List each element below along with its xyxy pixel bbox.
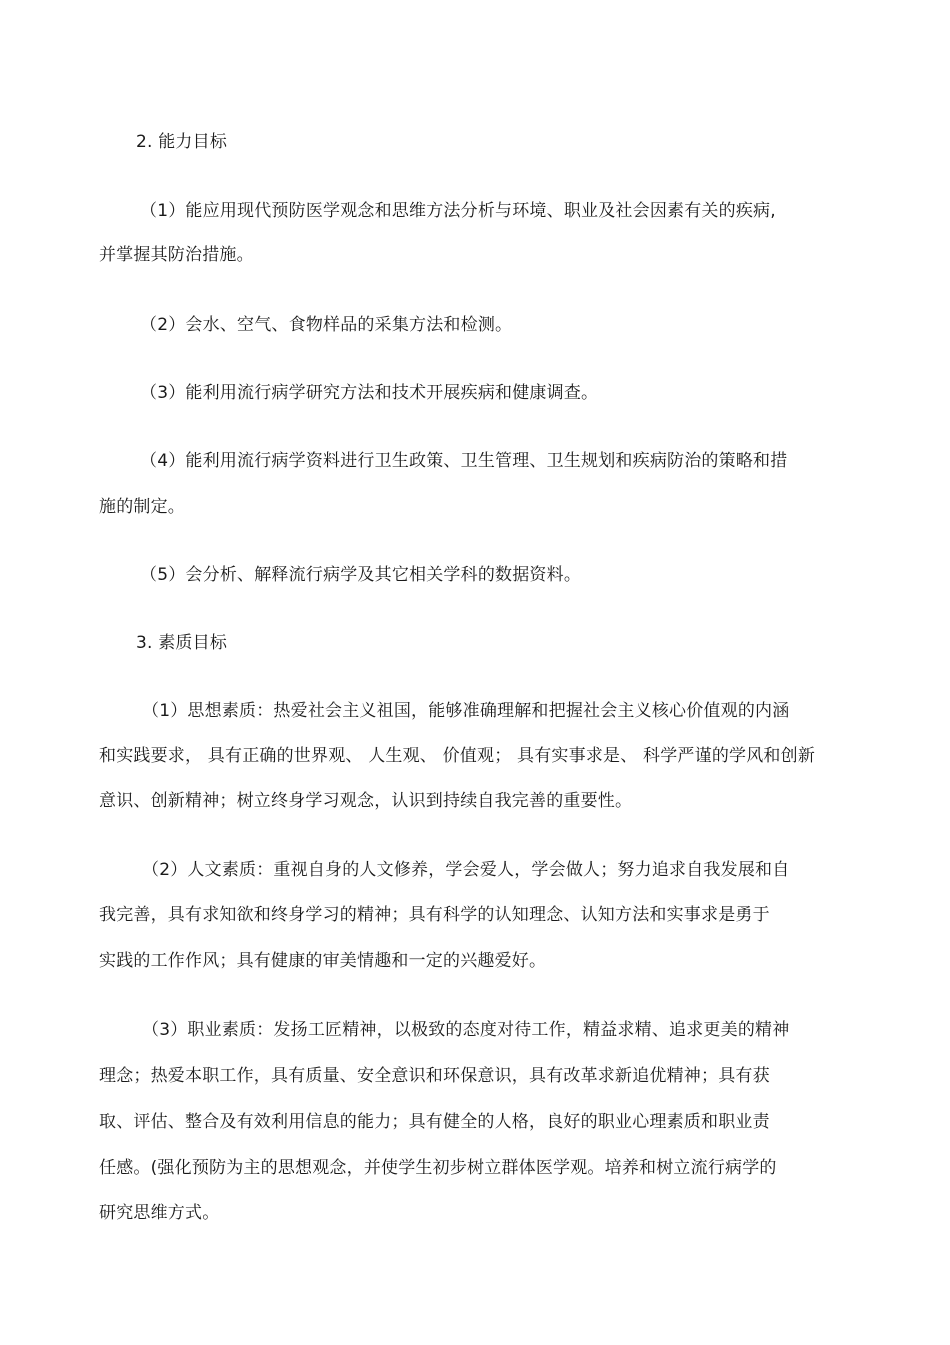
quality-item-1-line-3: 意识、创新精神；树立终身学习观念，认识到持续自我完善的重要性。 <box>99 791 633 811</box>
ability-item-3: （3）能利用流行病学研究方法和技术开展疾病和健康调查。 <box>140 383 599 403</box>
ability-item-1-line-1: （1）能应用现代预防医学观念和思维方法分析与环境、职业及社会因素有关的疾病, <box>140 201 776 221</box>
quality-item-2-line-3: 实践的工作作风；具有健康的审美情趣和一定的兴趣爱好。 <box>99 951 547 971</box>
quality-item-1-line-2: 和实践要求， 具有正确的世界观、 人生观、 价值观； 具有实事求是、 科学严谨的学风和创新 <box>99 746 816 766</box>
quality-heading: 3. 素质目标 <box>136 633 228 653</box>
ability-heading: 2. 能力目标 <box>136 132 228 152</box>
quality-item-3-line-2: 理念；热爱本职工作，具有质量、安全意识和环保意识，具有改革求新追优精神；具有获 <box>99 1066 770 1086</box>
ability-item-1-line-2: 并掌握其防治措施。 <box>99 245 254 265</box>
quality-item-2-line-1: （2）人文素质：重视自身的人文修养，学会爱人，学会做人；努力追求自我发展和自 <box>142 860 790 880</box>
quality-item-3-line-1: （3）职业素质：发扬工匠精神，以极致的态度对待工作，精益求精、追求更美的精神 <box>142 1020 790 1040</box>
ability-item-4-line-1: （4）能利用流行病学资料进行卫生政策、卫生管理、卫生规划和疾病防治的策略和措 <box>140 451 788 471</box>
quality-item-2-line-2: 我完善，具有求知欲和终身学习的精神；具有科学的认知理念、认知方法和实事求是勇于 <box>99 905 770 925</box>
ability-item-2: （2）会水、空气、食物样品的采集方法和检测。 <box>140 315 513 335</box>
quality-item-3-line-3: 取、评估、整合及有效利用信息的能力；具有健全的人格，良好的职业心理素质和职业责 <box>99 1112 770 1132</box>
quality-item-3-line-4: 任感。(强化预防为主的思想观念，并使学生初步树立群体医学观。培养和树立流行病学的 <box>99 1158 777 1178</box>
quality-item-3-line-5: 研究思维方式。 <box>99 1203 220 1223</box>
quality-item-1-line-1: （1）思想素质：热爱社会主义祖国，能够准确理解和把握社会主义核心价值观的内涵 <box>142 701 790 721</box>
ability-item-4-line-2: 施的制定。 <box>99 497 185 517</box>
ability-item-5: （5）会分析、解释流行病学及其它相关学科的数据资料。 <box>140 565 582 585</box>
